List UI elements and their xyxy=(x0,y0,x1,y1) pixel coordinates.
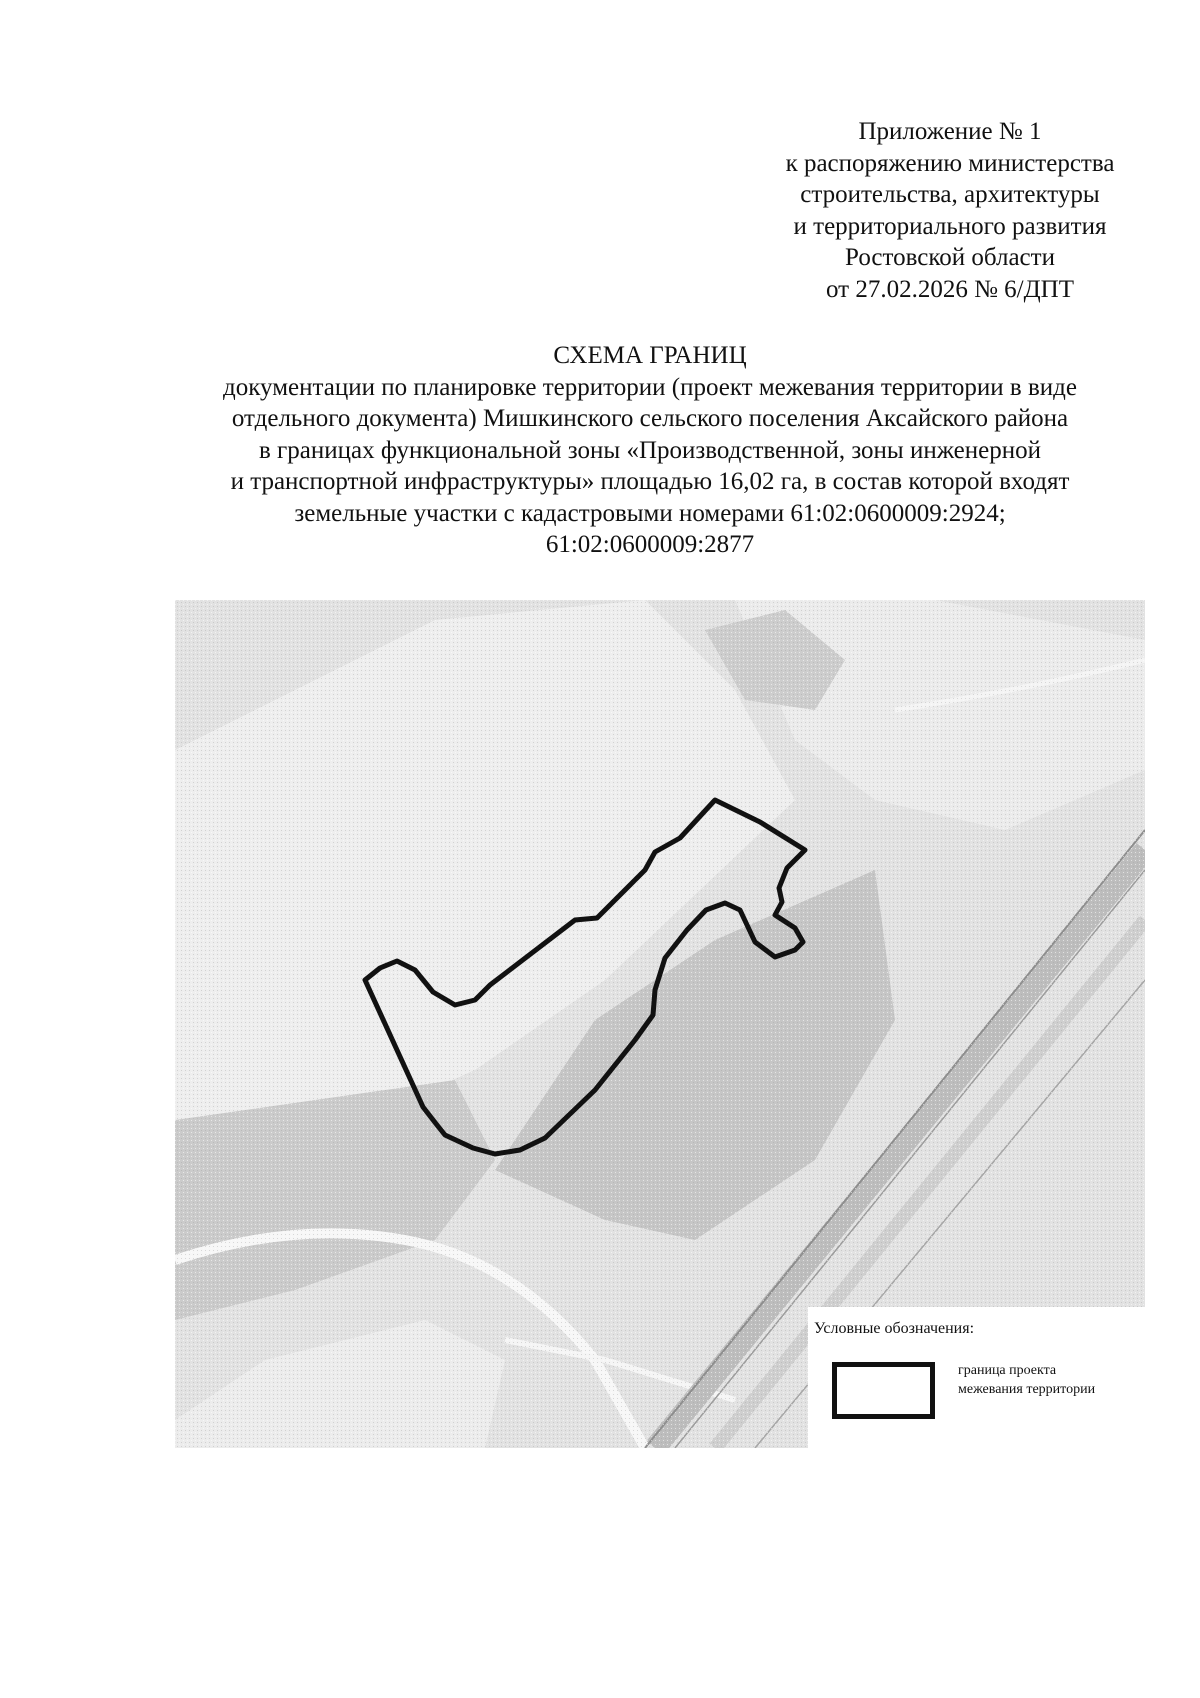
appendix-line: Ростовской области xyxy=(845,244,1055,271)
document-title: СХЕМА ГРАНИЦ xyxy=(553,342,747,369)
appendix-line: Приложение № 1 xyxy=(858,118,1042,145)
appendix-line: и территориального развития xyxy=(793,212,1107,240)
legend-title: Условные обозначения: xyxy=(814,1320,975,1337)
appendix-block xyxy=(740,116,1160,305)
heading-line: отдельного документа) Мишкинского сельского поселения Аксайского района xyxy=(231,405,1069,432)
appendix-line: к распоряжению министерства xyxy=(785,149,1115,177)
heading-line: в границах функциональной зоны «Производственной, зоны инженерной xyxy=(258,436,1042,464)
legend-label-line: межевания территории xyxy=(958,1382,1096,1397)
document-heading xyxy=(150,340,1150,561)
appendix-line: строительства, архитектуры xyxy=(800,181,1100,208)
heading-line: 61:02:0600009:2877 xyxy=(545,531,755,558)
map-legend xyxy=(808,1307,1145,1448)
legend-item-label xyxy=(958,1361,1095,1399)
legend-label-line: граница проекта xyxy=(958,1363,1057,1378)
appendix-line: от 27.02.2026 № 6/ДПТ xyxy=(825,275,1075,303)
heading-line: документации по планировке территории (проект межевания территории в виде xyxy=(223,373,1077,401)
heading-line: и транспортной инфраструктуры» площадью 16,02 га, в состав которой входят xyxy=(230,468,1070,495)
heading-line: земельные участки с кадастровыми номерами 61:02:0600009:2924; xyxy=(294,499,1006,527)
boundary-outline-icon xyxy=(832,1362,935,1419)
